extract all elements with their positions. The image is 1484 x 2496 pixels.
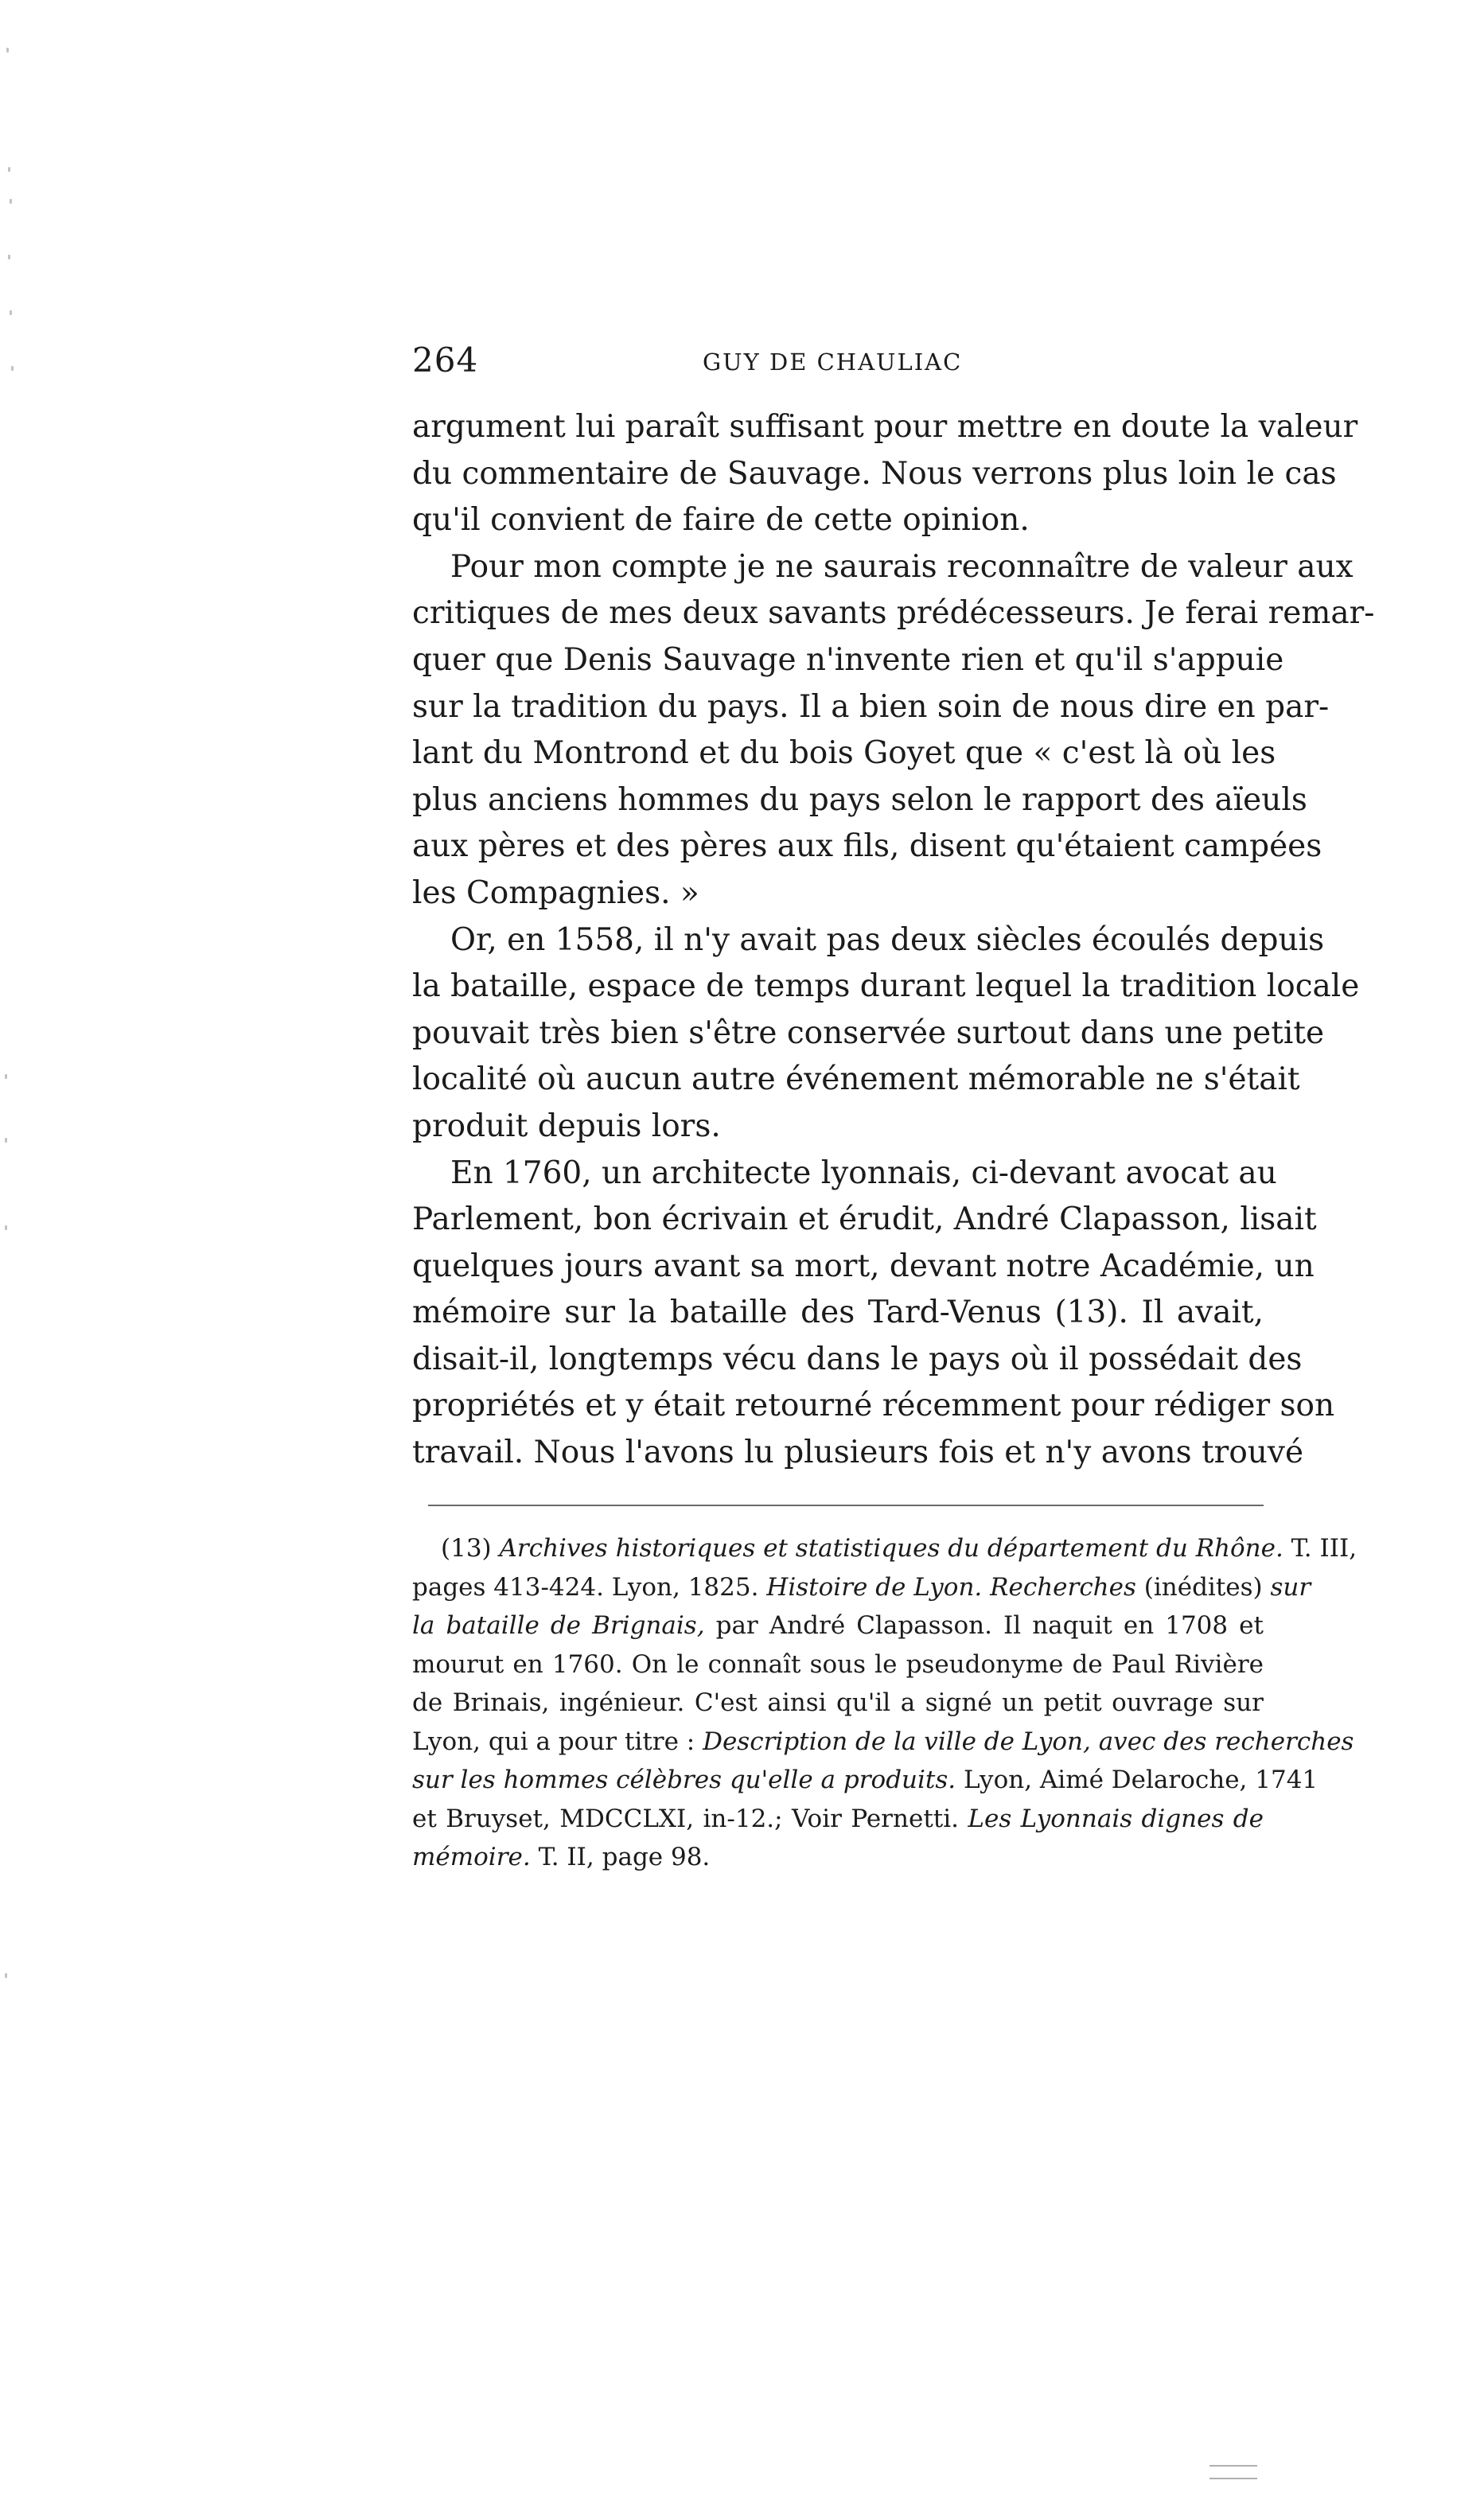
text-line: mémoire sur la bataille des Tard-Venus (13). Il avait, (412, 1295, 1264, 1331)
footnote-line: de Brinais, ingénieur. C'est ainsi qu'il a signé un petit ouvrage sur (412, 1688, 1264, 1717)
scan-speck (11, 366, 14, 371)
text-line: aux pères et des pères aux fils, disent qu'étaient campées (412, 828, 1322, 865)
text-line: travail. Nous l'avons lu plusieurs fois et n'y avons trouvé (412, 1435, 1304, 1471)
page-header (412, 341, 1264, 396)
scan-speck (5, 1074, 7, 1079)
footnote-text: par André Clapasson. Il naquit en 1708 et (704, 1611, 1264, 1640)
scan-edge-mark (1209, 2478, 1257, 2479)
scan-speck (6, 48, 9, 53)
footnote-text: et Bruyset, MDCCLXI, in-12.; Voir Pernetti. (412, 1804, 968, 1833)
text-line: argument lui paraît suffisant pour mettre en doute la valeur (412, 409, 1358, 445)
text-line: quer que Denis Sauvage n'invente rien et qu'il s'appuie (412, 641, 1284, 678)
footnote-line (412, 1529, 1357, 1568)
footnote-title: sur les hommes célèbres qu'elle a produits. (412, 1766, 956, 1794)
footnote-line (412, 1800, 1264, 1839)
footnote-rule (428, 1505, 1264, 1506)
footnote-line (412, 1761, 1318, 1800)
footnote-line (412, 1723, 1354, 1762)
footnote-text: T. II, page 98. (530, 1843, 711, 1871)
text-line: du commentaire de Sauvage. Nous verrons plus loin le cas (412, 455, 1337, 492)
text-line: qu'il convient de faire de cette opinion. (412, 502, 1030, 539)
text-line: En 1760, un architecte lyonnais, ci-devant avocat au (450, 1155, 1277, 1191)
footnote-text: pages 413-424. Lyon, 1825. (412, 1572, 767, 1602)
text-line: produit depuis lors. (412, 1108, 721, 1144)
footnote-title: Archives historiques et statistiques du département du Rhône. (499, 1534, 1283, 1563)
page-number: 264 (412, 341, 479, 380)
text-line: lant du Montrond et du bois Goyet que « c'est là où les (412, 735, 1276, 772)
text-line: les Compagnies. » (412, 874, 699, 911)
text-line: propriétés et y était retourné récemment pour rédiger son (412, 1388, 1335, 1424)
footnote-text: Lyon, qui a pour titre : (412, 1727, 703, 1756)
footnote-title: Description de la ville de Lyon, avec des recherches (703, 1727, 1354, 1756)
footnote-marker: (13) (441, 1534, 500, 1563)
text-line: localité où aucun autre événement mémorable ne s'était (412, 1061, 1300, 1098)
scan-speck (10, 310, 12, 315)
text-line: disait-il, longtemps vécu dans le pays où il possédait des (412, 1341, 1303, 1377)
text-line: Parlement, bon écrivain et érudit, André Clapasson, lisait (412, 1201, 1317, 1238)
text-line: plus anciens hommes du pays selon le rapport des aïeuls (412, 781, 1307, 818)
scan-speck (8, 255, 10, 259)
scan-speck (5, 1225, 7, 1230)
footnote-13 (412, 1529, 1357, 1877)
scan-edge-mark (1209, 2465, 1257, 2467)
scan-speck (10, 199, 12, 204)
footnote-title: Les Lyonnais dignes de (968, 1804, 1264, 1833)
text-line: sur la tradition du pays. Il a bien soin de nous dire en par- (412, 688, 1330, 725)
text-line: quelques jours avant sa mort, devant notre Académie, un (412, 1248, 1315, 1284)
footnote-title: Histoire de Lyon. Recherches (766, 1572, 1136, 1602)
scan-speck (5, 1138, 7, 1143)
body-text (412, 404, 1375, 1477)
text-line: Pour mon compte je ne saurais reconnaître de valeur aux (450, 548, 1354, 585)
scan-speck (5, 1973, 7, 1978)
running-head: GUY DE CHAULIAC (703, 349, 963, 376)
footnote-text: (inédites) (1135, 1572, 1271, 1602)
text-line: la bataille, espace de temps durant lequel la tradition locale (412, 968, 1360, 1005)
footnote-text: T. III, (1283, 1534, 1357, 1563)
text-line: critiques de mes deux savants prédécesseurs. Je ferai remar- (412, 595, 1375, 632)
footnote-line (412, 1568, 1311, 1607)
footnote-line (412, 1606, 1264, 1645)
footnote-line (412, 1838, 1264, 1877)
footnote-line: mourut en 1760. On le connaît sous le pseudonyme de Paul Rivière (412, 1649, 1264, 1679)
footnote-title: mémoire. (412, 1843, 531, 1871)
text-line: pouvait très bien s'être conservée surtout dans une petite (412, 1014, 1325, 1051)
footnote-title: la bataille de Brignais, (412, 1611, 705, 1640)
text-line: Or, en 1558, il n'y avait pas deux siècles écoulés depuis (450, 921, 1325, 958)
scan-speck (8, 167, 10, 172)
footnote-text: Lyon, Aimé Delaroche, 1741 (956, 1766, 1318, 1794)
footnote-title: sur (1270, 1572, 1311, 1602)
